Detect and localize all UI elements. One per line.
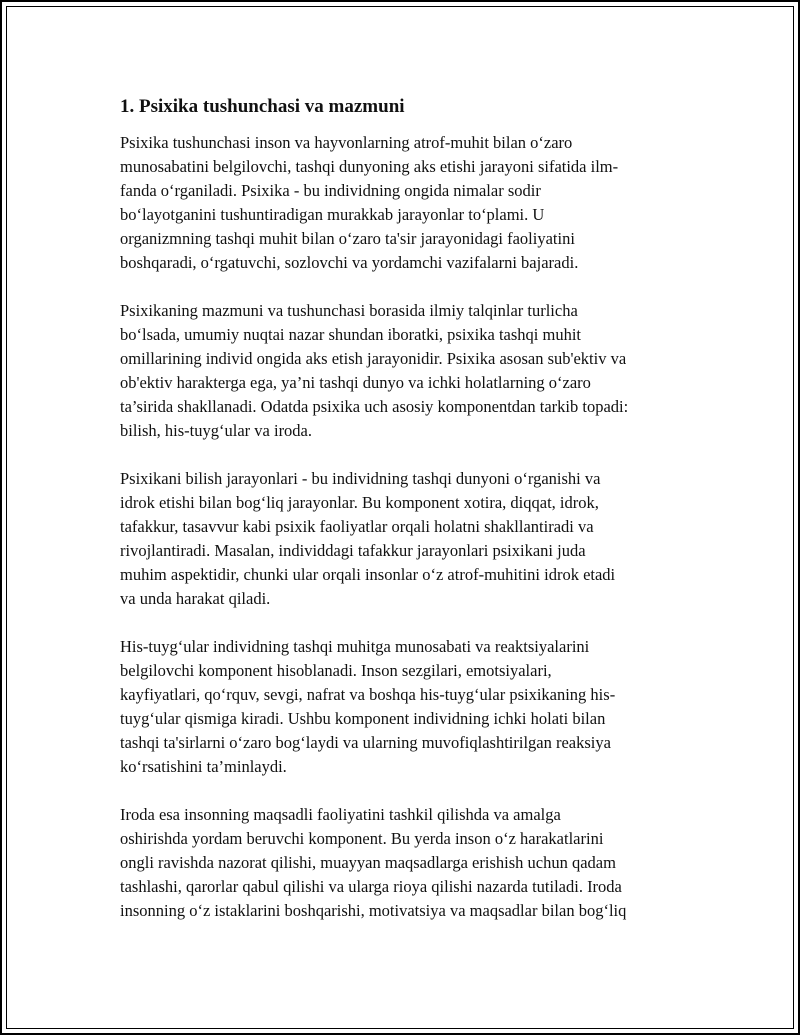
text-line: tashlashi, qarorlar qabul qilishi va ularga rioya qilishi nazarda tutiladi. Iroda: [120, 877, 622, 896]
text-line: oshirishda yordam beruvchi komponent. Bu yerda inson oʻz harakatlarini: [120, 829, 604, 848]
text-line: tuygʻular qismiga kiradi. Ushbu komponent individning ichki holati bilan: [120, 709, 606, 728]
text-line: boʻlayotganini tushuntiradigan murakkab jarayonlar toʻplami. U: [120, 205, 545, 224]
text-line: va unda harakat qiladi.: [120, 589, 271, 608]
section-heading: 1. Psixika tushunchasi va mazmuni: [120, 96, 405, 117]
paragraph-cognition: [120, 467, 688, 611]
paragraph-psixika-content: [120, 299, 688, 443]
text-line: fanda oʻrganiladi. Psixika - bu individning ongida nimalar sodir: [120, 181, 541, 200]
text-line: ta’sirida shakllanadi. Odatda psixika uch asosiy komponentdan tarkib topadi:: [120, 397, 629, 416]
text-line: Iroda esa insonning maqsadli faoliyatini tashkil qilishda va amalga: [120, 805, 561, 824]
text-line: organizmning tashqi muhit bilan oʻzaro ta'sir jarayonidagi faoliyatini: [120, 229, 575, 248]
paragraph-psixika-definition: [120, 131, 688, 275]
paragraph-will: [120, 803, 688, 923]
text-line: Psixikani bilish jarayonlari - bu individning tashqi dunyoni oʻrganishi va: [120, 469, 601, 488]
text-line: idrok etishi bilan bogʻliq jarayonlar. Bu komponent xotira, diqqat, idrok,: [120, 493, 599, 512]
text-line: muhim aspektidir, chunki ular orqali insonlar oʻz atrof-muhitini idrok etadi: [120, 565, 616, 584]
text-line: belgilovchi komponent hisoblanadi. Inson sezgilari, emotsiyalari,: [120, 661, 552, 680]
text-line: tafakkur, tasavvur kabi psixik faoliyatlar orqali holatni shakllantiradi va: [120, 517, 594, 536]
text-line: ongli ravishda nazorat qilishi, muayyan maqsadlarga erishish uchun qadam: [120, 853, 616, 872]
text-line: rivojlantiradi. Masalan, individdagi tafakkur jarayonlari psixikani juda: [120, 541, 586, 560]
text-line: koʻrsatishini ta’minlaydi.: [120, 757, 287, 776]
text-line: kayfiyatlari, qoʻrquv, sevgi, nafrat va boshqa his-tuygʻular psixikaning his-: [120, 685, 616, 704]
document-body: [120, 94, 688, 947]
text-line: munosabatini belgilovchi, tashqi dunyoning aks etishi jarayoni sifatida ilm-: [120, 157, 619, 176]
text-line: bilish, his-tuygʻular va iroda.: [120, 421, 313, 440]
text-line: tashqi ta'sirlarni oʻzaro bogʻlaydi va ularning muvofiqlashtirilgan reaksiya: [120, 733, 611, 752]
text-line: His-tuygʻular individning tashqi muhitga munosabati va reaktsiyalarini: [120, 637, 590, 656]
paragraph-emotions: [120, 635, 688, 779]
text-line: Psixikaning mazmuni va tushunchasi borasida ilmiy talqinlar turlicha: [120, 301, 578, 320]
text-line: insonning oʻz istaklarini boshqarishi, motivatsiya va maqsadlar bilan bogʻliq: [120, 901, 627, 920]
text-line: Psixika tushunchasi inson va hayvonlarning atrof-muhit bilan oʻzaro: [120, 133, 573, 152]
text-line: boʻlsada, umumiy nuqtai nazar shundan iboratki, psixika tashqi muhit: [120, 325, 582, 344]
text-line: omillarining individ ongida aks etish jarayonidir. Psixika asosan sub'ektiv va: [120, 349, 627, 368]
text-line: ob'ektiv harakterga ega, ya’ni tashqi dunyo va ichki holatlarning oʻzaro: [120, 373, 591, 392]
text-line: boshqaradi, oʻrgatuvchi, sozlovchi va yordamchi vazifalarni bajaradi.: [120, 253, 579, 272]
